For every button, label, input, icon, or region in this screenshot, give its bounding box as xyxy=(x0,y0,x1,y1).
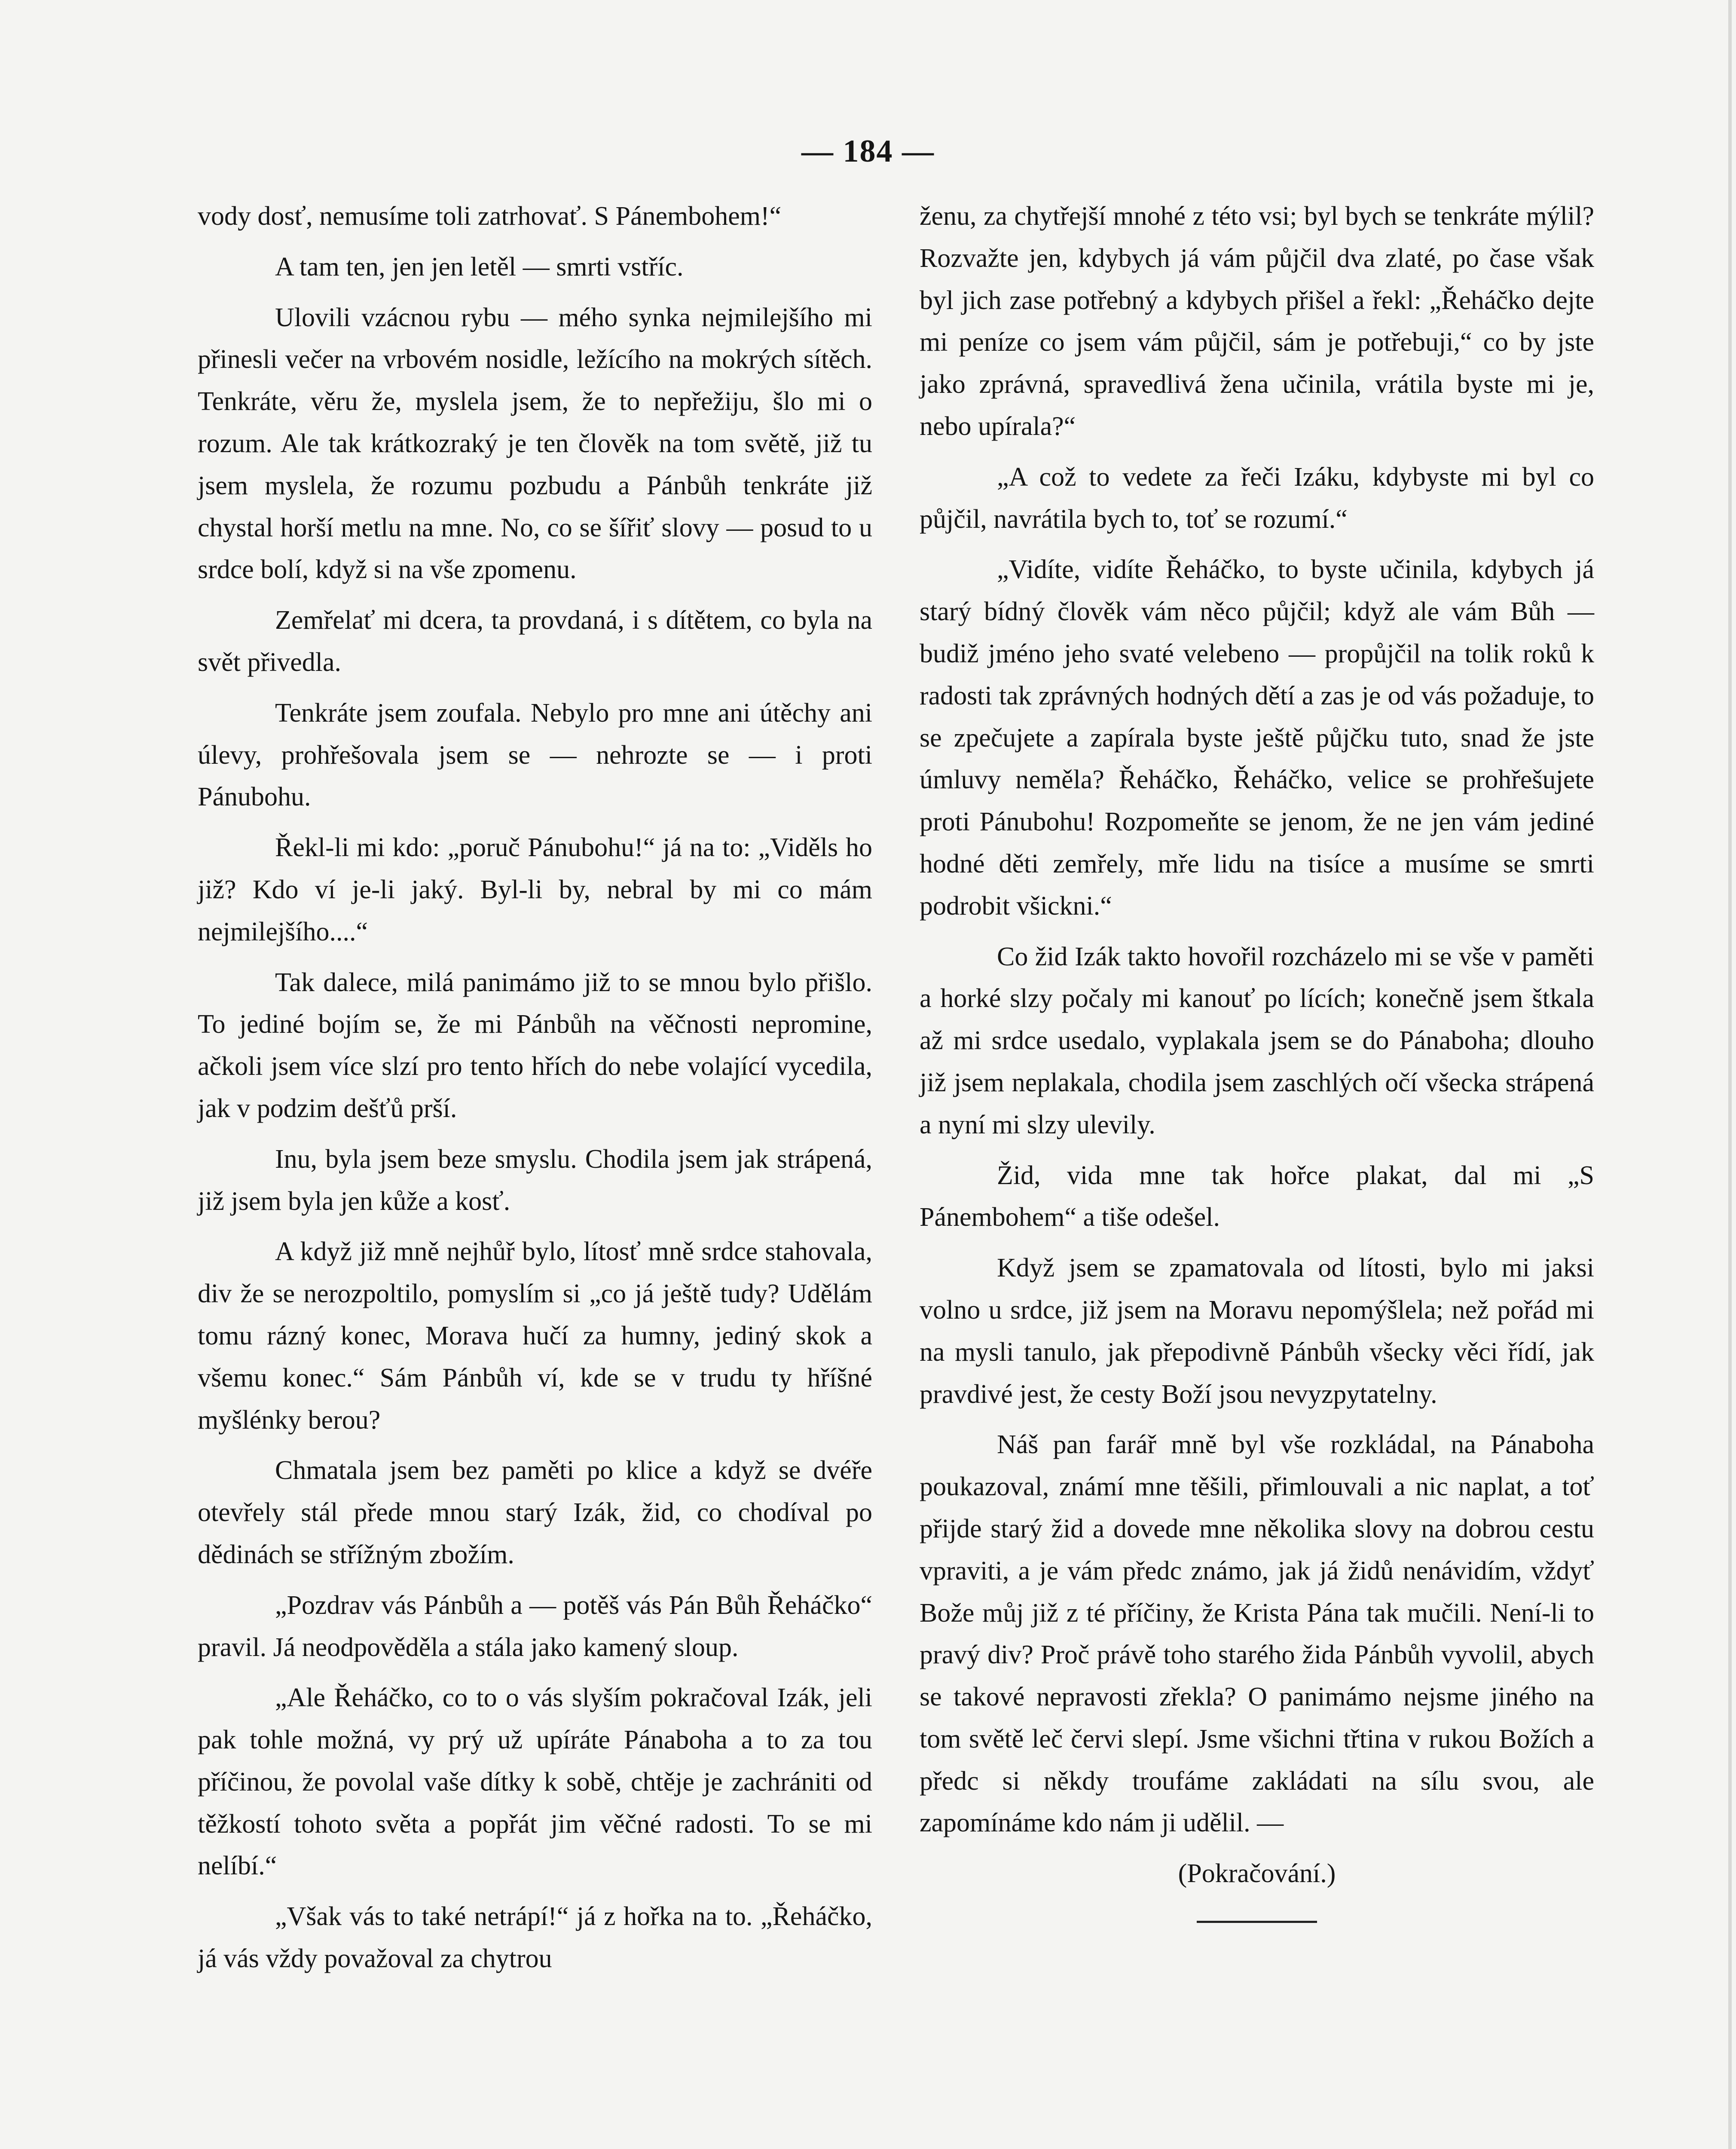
paragraph: Žid, vida mne tak hořce plakat, dal mi „S Pánembohem“ a tiše odešel. xyxy=(920,1160,1594,1232)
paragraph: „Vidíte, vidíte Řeháčko, to byste učinila, kdybych já starý bídný člověk vám něco půjčil; když ale vám Bůh — budiž jméno jeho svaté velebeno — propůjčil na tolik roků k radosti tak zprávných hodných dětí a zas je od vás požaduje, to se zpečujete a zapírala byste ještě půjčku tuto, snad že jste úmluvy neměla? Řeháčko, Řeháčko, velice se prohřešujete proti Pánubohu! Rozpomeňte se jenom, že ne jen vám jediné hodné děti zemřely, mře lidu na tisíce a musíme se smrti podrobit všickni.“ xyxy=(920,555,1594,921)
paragraph: vody dosť, nemusíme toli zatrhovať. S Pánembohem!“ xyxy=(198,202,782,231)
scan-edge xyxy=(1728,0,1732,2149)
paragraph: Zemřelať mi dcera, ta provdaná, i s dítětem, co byla na svět přivedla. xyxy=(198,606,872,677)
paragraph: „A což to vedete za řeči Izáku, kdybyste mi byl co půjčil, navrátila bych to, toť se rozumí.“ xyxy=(920,462,1594,534)
paragraph: Řekl-li mi kdo: „poruč Pánubohu!“ já na to: „Viděls ho již? Kdo ví je-li jaký. Byl-li by, nebral by mi co mám nejmilejšího....“ xyxy=(198,833,872,946)
paragraph: „Ale Řeháčko, co to o vás slyším pokračoval Izák, jeli pak tohle možná, vy prý už upíráte Pánaboha a to za tou příčinou, že povolal vaše dítky k sobě, chtěje je zachrániti od těžkostí tohoto světa a popřát jim věčné radosti. To se mi nelíbí.“ xyxy=(198,1683,872,1881)
paragraph: Ulovili vzácnou rybu — mého synka nejmilejšího mi přinesli večer na vrbovém nosidle, ležícího na mokrých sítěch. Tenkráte, věru že, myslela jsem, že to nepřežiju, šlo mi o rozum. Ale tak krátkozraký je ten člověk na tom světě, již tu jsem myslela, že rozumu pozbudu a Pánbůh tenkráte již chystal horší metlu na mne. No, co se šířiť slovy — posud to u srdce bolí, když si na vše zpomenu. xyxy=(198,303,872,585)
right-paragraphs xyxy=(920,196,1594,1844)
paragraph: ženu, za chytřejší mnohé z této vsi; byl bych se tenkráte mýlil? Rozvažte jen, kdybych já vám půjčil dva zlaté, po čase však byl jich zase potřebný a kdybych přišel a řekl: „Řeháčko dejte mi peníze co jsem vám půjčil, sám je potřebuji,“ co by jste jako zprávná, spravedlivá žena učinila, vrátila byste mi je, nebo upírala?“ xyxy=(920,202,1594,441)
paragraph: Inu, byla jsem beze smyslu. Chodila jsem jak strápená, již jsem byla jen kůže a kosť. xyxy=(198,1144,872,1216)
continuation-note: (Pokračování.) xyxy=(1178,1859,1336,1889)
paragraph: A tam ten, jen jen letěl — smrti vstříc. xyxy=(275,252,684,282)
paragraph: Náš pan farář mně byl vše rozkládal, na Pánaboha poukazoval, známí mne těšili, přimlouvali a nic naplat, a toť přijde starý žid a dovede mne několika slovy na dobrou cestu vpraviti, a je vám předc známo, jak já židů nenávidím, vždyť Bože můj již z té příčiny, že Krista Pána tak mučili. Není-li to pravý div? Proč právě toho starého žida Pánbůh vyvolil, abych se takové nepravosti zřekla? O panimámo nejsme jiného na tom světě leč červi slepí. Jsme všichni třtina v rukou Božích a předc si někdy troufáme zakládati na sílu svou, ale zapomínáme kdo nám ji udělil. — xyxy=(920,1430,1594,1838)
end-rule xyxy=(1197,1921,1317,1923)
paragraph: Tenkráte jsem zoufala. Nebylo pro mne ani útěchy ani úlevy, prohřešovala jsem se — nehrozte se — i proti Pánubohu. xyxy=(198,698,872,812)
paragraph: Co žid Izák takto hovořil rozcházelo mi se vše v paměti a horké slzy počaly mi kanouť po lících; konečně jsem štkala až mi srdce usedalo, vyplakala jsem se do Pánaboha; dlouho již jsem neplakala, chodila jsem zaschlých očí všecka strápená a nyní mi slzy ulevily. xyxy=(920,942,1594,1139)
paragraph: A když již mně nejhůř bylo, lítosť mně srdce stahovala, div že se nerozpoltilo, pomyslím si „co já ještě tudy? Udělám tomu rázný konec, Morava hučí za humny, jediný skok a všemu konec.“ Sám Pánbůh ví, kde se v trudu ty hříšné myšlénky berou? xyxy=(198,1237,872,1435)
paragraph: Když jsem se zpamatovala od lítosti, bylo mi jaksi volno u srdce, již jsem na Moravu nepomýšlela; než pořád mi na mysli tanulo, jak přepodivně Pánbůh všecky věci řídí, jak pravdivé jest, že cesty Boží jsou nevyzpytatelny. xyxy=(920,1253,1594,1409)
paragraph: „Pozdrav vás Pánbůh a — potěš vás Pán Bůh Řeháčko“ pravil. Já neodpověděla a stála jako kamený sloup. xyxy=(198,1590,872,1662)
paragraph: Chmatala jsem bez paměti po klice a když se dvéře otevřely stál přede mnou starý Izák, žid, co chodíval po dědinách se střížným zbožím. xyxy=(198,1456,872,1569)
paragraph: Tak dalece, milá panimámo již to se mnou bylo přišlo. To jediné bojím se, že mi Pánbůh na věčnosti nepromine, ačkoli jsem více slzí pro tento hřích do nebe volající vycedila, jak v podzim dešťů prší. xyxy=(198,967,872,1123)
left-column xyxy=(198,196,872,1989)
page-number: — 184 — xyxy=(801,134,935,169)
paragraph: „Však vás to také netrápí!“ já z hořka na to. „Řeháčko, já vás vždy považoval za chytrou xyxy=(198,1902,872,1974)
right-column xyxy=(920,196,1594,1923)
